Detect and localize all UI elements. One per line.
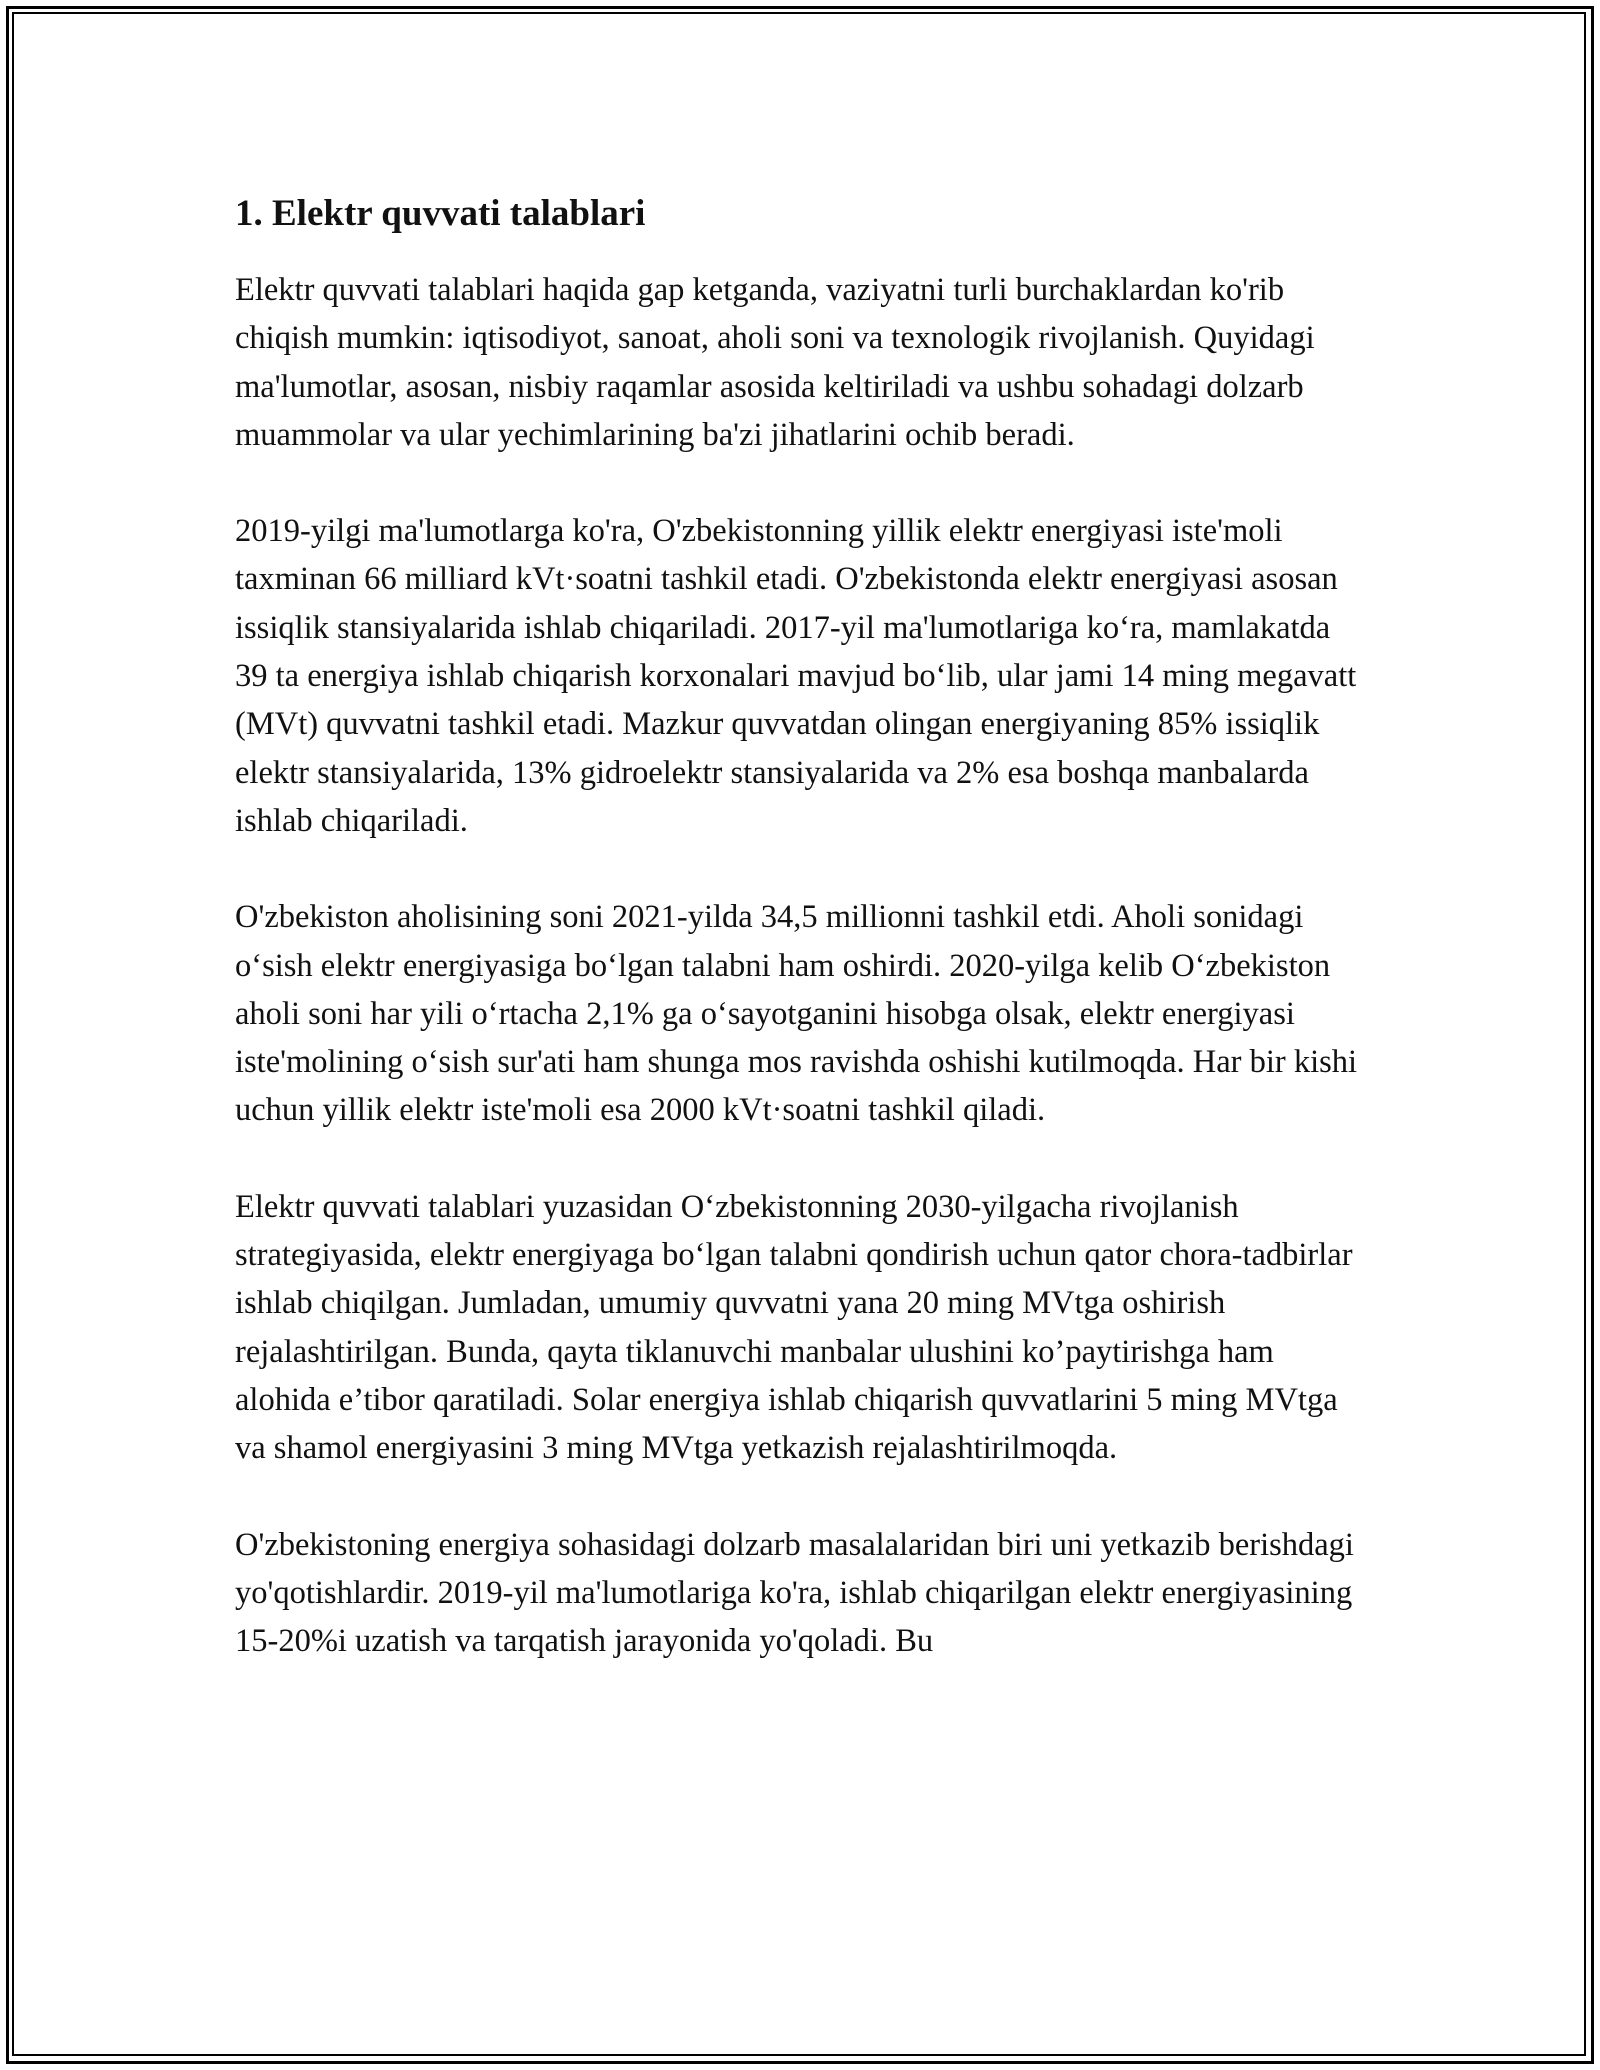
section-heading: 1. Elektr quvvati talablari (235, 193, 646, 234)
paragraph-population: O'zbekiston aholisining soni 2021-yilda 34,5 millionni tashkil etdi. Aholi sonidagi o‘sish elektr energiyasiga bo‘lgan talabni ham oshirdi. 2020-yilga kelib O‘zbekiston aholi soni har yili o‘rtacha 2,1% ga o‘sayotganini hisobga olsak, elektr energiyasi iste'molining o‘sish sur'ati ham shunga mos ravishda oshishi kutilmoqda. Har bir kishi uchun yillik elektr iste'moli esa 2000 kVt·soatni tashkil qiladi. (235, 899, 1358, 1129)
document-body (235, 184, 1365, 1713)
paragraph-losses: O'zbekistoning energiya sohasidagi dolzarb masalalaridan biri uni yetkazib berishdagi yo'qotishlardir. 2019-yil ma'lumotlariga ko'ra, ishlab chiqarilgan elektr energiyasining 15-20%i uzatish va tarqatish jarayonida yo'qoladi. Bu (235, 1526, 1354, 1660)
paragraph-strategy: Elektr quvvati talablari yuzasidan O‘zbekistonning 2030-yilgacha rivojlanish strategiyasida, elektr energiyaga bo‘lgan talabni qondirish uchun qator chora-tadbirlar ishlab chiqilgan. Jumladan, umumiy quvvatni yana 20 ming MVtga oshirish rejalashtirilgan. Bunda, qayta tiklanuvchi manbalar ulushini ko’paytirishga ham alohida e’tibor qaratiladi. Solar energiya ishlab chiqarish quvvatlarini 5 ming MVtga va shamol energiyasini 3 ming MVtga yetkazish rejalashtirilmoqda. (235, 1188, 1353, 1467)
paragraph-intro: Elektr quvvati talablari haqida gap ketganda, vaziyatni turli burchaklardan ko'rib chiqish mumkin: iqtisodiyot, sanoat, aholi soni va texnologik rivojlanish. Quyidagi ma'lumotlar, asosan, nisbiy raqamlar asosida keltiriladi va ushbu sohadagi dolzarb muammolar va ular yechimlarining ba'zi jihatlarini ochib beradi. (235, 272, 1315, 453)
paragraph-consumption: 2019-yilgi ma'lumotlarga ko'ra, O'zbekistonning yillik elektr energiyasi iste'moli taxminan 66 milliard kVt·soatni tashkil etadi. O'zbekistonda elektr energiyasi asosan issiqlik stansiyalarida ishlab chiqariladi. 2017-yil ma'lumotlariga ko‘ra, mamlakatda 39 ta energiya ishlab chiqarish korxonalari mavjud bo‘lib, ular jami 14 ming megavatt (MVt) quvvatni tashkil etadi. Mazkur quvvatdan olingan energiyaning 85% issiqlik elektr stansiyalarida, 13% gidroelektr stansiyalarida va 2% esa boshqa manbalarda ishlab chiqariladi. (235, 513, 1357, 839)
